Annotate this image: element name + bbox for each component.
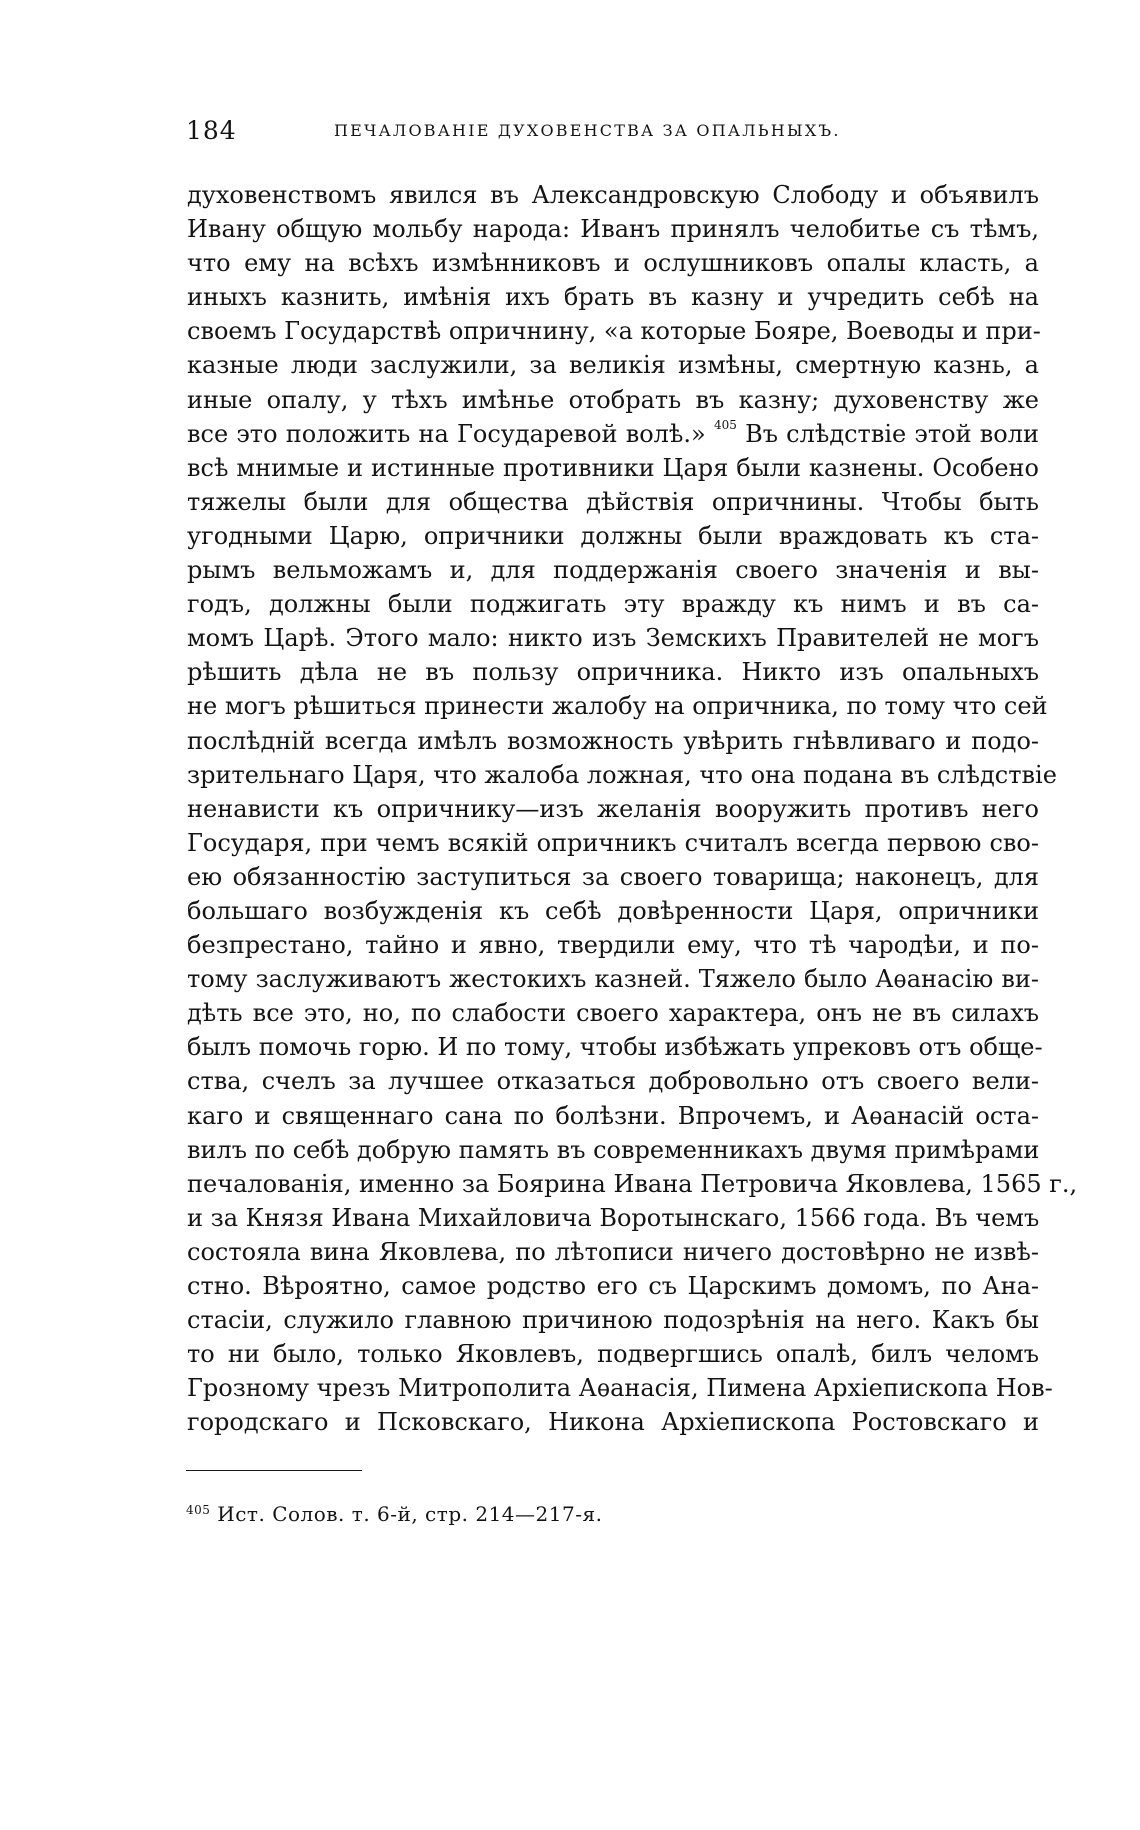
text-line: Государя, при чемъ всякій опричникъ считалъ всегда первою сво- <box>187 828 1039 857</box>
text-line: зрительнаго Царя, что жалоба ложная, что она подана въ слѣдствіе <box>187 760 1057 789</box>
text-line: большаго возбужденія къ себѣ довѣренности Царя, опричники <box>187 896 1039 925</box>
text-line: всѣ мнимые и истинные противники Царя были казнены. Особено <box>187 453 1039 482</box>
text-line: ненависти къ опричнику—изъ желанія вооружить противъ него <box>187 794 1039 823</box>
text-line: то ни было, только Яковлевъ, подвергшись опалѣ, билъ челомъ <box>187 1340 1039 1369</box>
text-line-with-footnote <box>187 417 1039 451</box>
text-line: печалованія, именно за Боярина Ивана Петровича Яковлева, 1565 г., <box>187 1169 1078 1198</box>
text-line: состояла вина Яковлева, по лѣтописи ничего достовѣрно не извѣ- <box>187 1237 1039 1266</box>
text-line: рѣшить дѣла не въ пользу опричника. Никто изъ опальныхъ <box>187 658 1039 687</box>
text-line: безпрестано, тайно и явно, твердили ему, что тѣ чародѣи, и по- <box>187 931 1039 960</box>
text-line: Грозному чрезъ Митрополита Аѳанасія, Пимена Архіепископа Нов- <box>187 1374 1053 1403</box>
body-text <box>187 178 1078 1439</box>
text-line: казные люди заслужили, за великія измѣны, смертную казнь, а <box>187 351 1039 380</box>
text-segment: Въ слѣдствіе этой воли <box>745 419 1039 448</box>
text-line: Ивану общую мольбу народа: Иванъ принялъ челобитье съ тѣмъ, <box>187 215 1039 244</box>
text-line: иныхъ казнить, имѣнія ихъ брать въ казну и учредить себѣ на <box>187 283 1039 312</box>
text-segment: все это положить на Государевой волѣ.» <box>187 419 706 448</box>
footnote-divider <box>186 1470 362 1471</box>
text-line: городскаго и Псковскаго, Никона Архіепископа Ростовскаго и <box>187 1408 1039 1437</box>
footnote-reference[interactable]: 405 <box>713 417 737 432</box>
footnote-marker: 405 <box>186 1503 211 1517</box>
text-line: что ему на всѣхъ измѣнниковъ и ослушниковъ опалы класть, а <box>187 249 1039 278</box>
text-line: былъ помочь горю. И по тому, чтобы избѣжать упрековъ отъ обще- <box>187 1033 1043 1062</box>
text-line: духовенствомъ явился въ Александровскую Слободу и объявилъ <box>187 181 1039 209</box>
text-line: рымъ вельможамъ и, для поддержанія своего значенія и вы- <box>187 556 1039 585</box>
text-line: стасіи, служило главною причиною подозрѣнія на него. Какъ бы <box>187 1306 1039 1335</box>
text-line: тому заслуживаютъ жестокихъ казней. Тяжело было Аѳанасію ви- <box>187 965 1039 994</box>
text-line: послѣдній всегда имѣлъ возможность увѣрить гнѣвливаго и подо- <box>187 726 1039 755</box>
text-line: годъ, должны были поджигать эту вражду къ нимъ и въ са- <box>187 590 1039 619</box>
text-line: тяжелы были для общества дѣйствія опричнины. Чтобы быть <box>187 487 1039 516</box>
footnote <box>186 1502 602 1526</box>
running-title: ПЕЧАЛОВАНIЕ ДУХОВЕНСТВА ЗА ОПАЛЬНЫХЪ. <box>334 121 841 140</box>
page-header <box>186 116 882 152</box>
text-line: угодными Царю, опричники должны были враждовать къ ста- <box>187 521 1039 550</box>
text-line: момъ Царѣ. Этого мало: никто изъ Земскихъ Правителей не могъ <box>187 624 1039 653</box>
text-line: каго и священнаго сана по болѣзни. Впрочемъ, и Аѳанасій оста- <box>187 1101 1039 1130</box>
text-line: не могъ рѣшиться принести жалобу на опричника, по тому что сей <box>187 692 1048 721</box>
text-line: иные опалу, у тѣхъ имѣнье отобрать въ казну; духовенству же <box>187 385 1039 414</box>
text-line: ства, счелъ за лучшее отказаться добровольно отъ своего вели- <box>187 1067 1039 1096</box>
text-line: дѣть все это, но, по слабости своего характера, онъ не въ силахъ <box>187 999 1039 1028</box>
text-line: и за Князя Ивана Михайловича Воротынскаго, 1566 года. Въ чемъ <box>187 1203 1040 1232</box>
text-line: стно. Вѣроятно, самое родство его съ Царскимъ домомъ, по Ана- <box>187 1272 1039 1300</box>
text-line: вилъ по себѣ добрую память въ современникахъ двумя примѣрами <box>187 1135 1040 1164</box>
footnote-text: Ист. Солов. т. 6-й, стр. 214—217-я. <box>217 1502 603 1526</box>
page-number: 184 <box>186 116 237 145</box>
text-line: ею обязанностію заступиться за своего товарища; наконецъ, для <box>187 862 1039 891</box>
text-line: своемъ Государствѣ опричнину, «а которые Бояре, Воеводы и при- <box>187 317 1041 346</box>
